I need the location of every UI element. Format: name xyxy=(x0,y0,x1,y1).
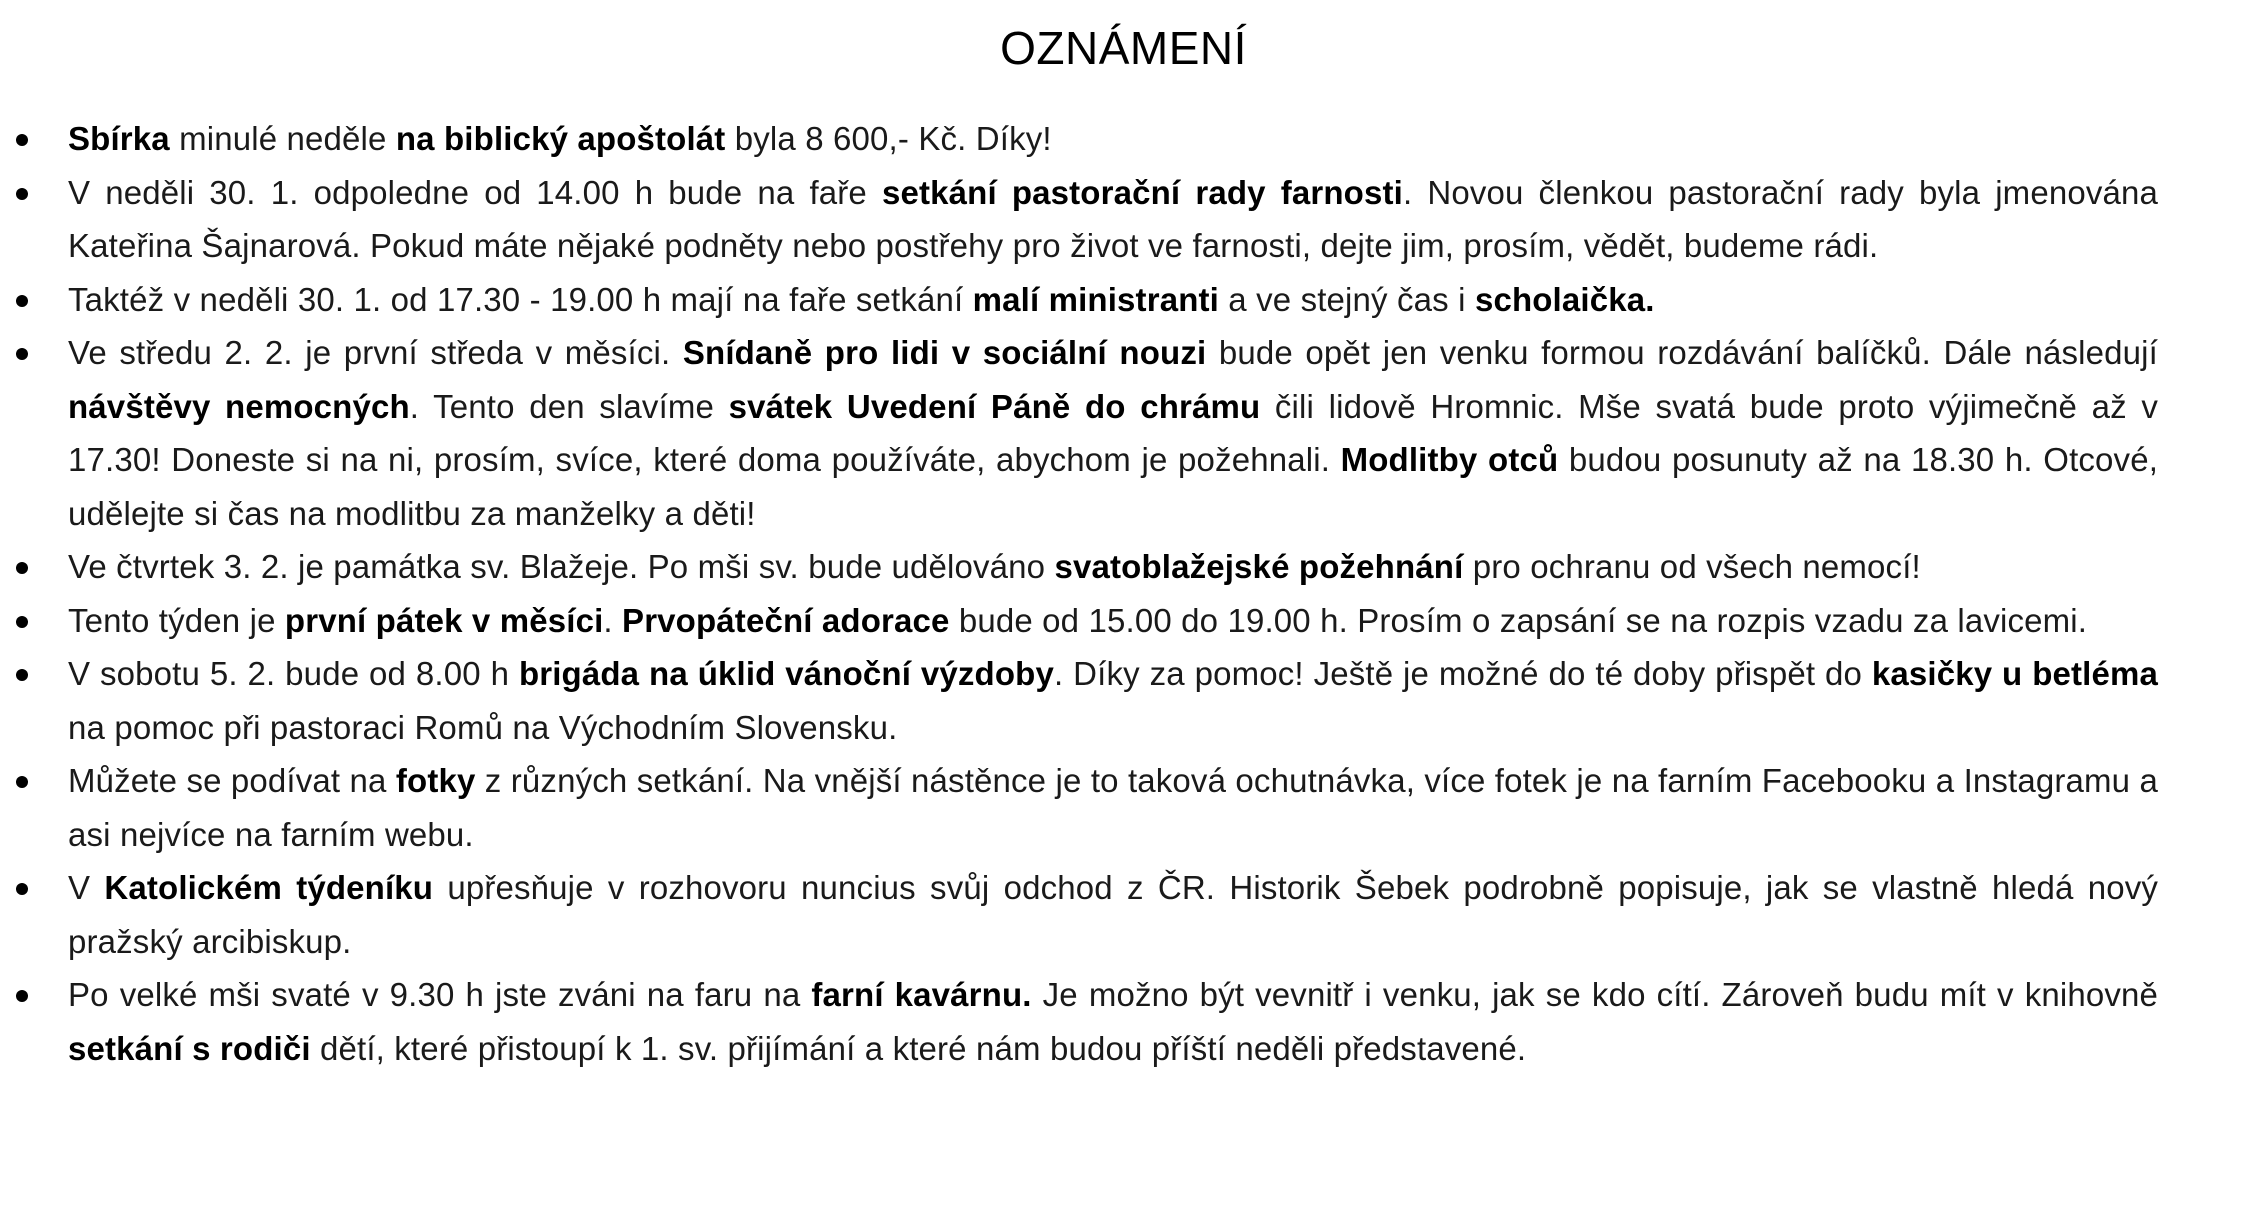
bullet-icon xyxy=(16,134,28,146)
bullet-icon xyxy=(16,669,28,681)
text-run: byla 8 600,- Kč. Díky! xyxy=(725,120,1052,157)
announcement-item xyxy=(0,594,2158,648)
announcement-item xyxy=(0,968,2158,1075)
announcement-item xyxy=(0,166,2158,273)
bold-phrase: návštěvy nemocných xyxy=(68,387,410,425)
bullet-icon xyxy=(16,188,28,200)
bold-phrase: ička. xyxy=(1580,280,1655,318)
text-run: dětí, které přistoupí k 1. sv. přijímání a které nám budou příští neděli představené. xyxy=(310,1029,1527,1067)
bold-phrase: Sbírka xyxy=(68,120,170,157)
text-run: z různých setkání. Na vnější nástěnce je to taková ochutnávka, více fotek je na farním Facebooku a Instagramu a asi nejvíce na farním webu. xyxy=(68,762,2158,853)
text-run: Tento týden je xyxy=(68,601,285,639)
bold-phrase: svátek Uvedení Páně do chrámu xyxy=(728,387,1261,425)
bold-phrase: Modlitby otců xyxy=(1340,441,1559,478)
bold-phrase: farní kavárnu. xyxy=(811,976,1032,1013)
bullet-icon xyxy=(16,776,28,788)
bold-phrase: první pátek v měsíci xyxy=(284,601,604,639)
text-run: Můžete se podívat na xyxy=(68,762,396,799)
bullet-icon xyxy=(16,616,28,628)
text-run: minulé neděle xyxy=(169,120,396,157)
text-run: bude od 15.00 do 19.00 h. Prosím o zapsání se na rozpis vzadu za lavicemi. xyxy=(949,601,2088,639)
text-run: V neděli 30. 1. odpoledne od 14.00 h bude na faře xyxy=(68,173,882,211)
bold-phrase: fotky xyxy=(395,762,476,799)
bullet-icon xyxy=(16,883,28,895)
bullet-icon xyxy=(16,295,28,307)
bullet-icon xyxy=(16,348,28,360)
bullet-icon xyxy=(16,990,28,1002)
announcement-item xyxy=(0,754,2158,861)
bold-phrase: Prvopáteční adorace xyxy=(622,601,950,639)
text-run: pro ochranu od všech nemocí! xyxy=(1463,548,1921,585)
announcement-item xyxy=(0,326,2158,540)
text-run: Je možno být vevnitř i venku, jak se kdo cítí. Zároveň budu mít v knihovně xyxy=(1031,976,2158,1013)
bold-phrase: kasičky u betléma xyxy=(1871,655,2158,692)
text-run: . Novou členkou pastorační rady byla jmenována Kateřina Šajnarová. Pokud máte nějaké podněty nebo postřehy pro život ve farnosti, dejte jim, prosím, vědět, budeme rádi. xyxy=(68,173,2158,264)
text-run: a ve stejný čas i xyxy=(1218,280,1475,318)
text-run: . Tento den slavíme xyxy=(409,387,729,425)
bold-phrase: malí ministranti xyxy=(972,280,1219,318)
text-run: na pomoc při pastoraci Romů na Východním Slovensku. xyxy=(68,708,898,746)
bold-phrase: brigáda na úklid vánoční výzdoby xyxy=(518,655,1054,692)
text-run: V xyxy=(68,869,105,906)
bold-phrase: na biblický apoštolát xyxy=(395,120,726,157)
text-run: Ve středu 2. 2. je první středa v měsíci. xyxy=(68,334,683,371)
bold-phrase: Katolickém týdeníku xyxy=(104,869,434,906)
bold-phrase: schola xyxy=(1474,280,1581,318)
bullet-icon xyxy=(16,562,28,574)
page-title: OZNÁMENÍ xyxy=(1000,22,1247,74)
text-run: . Díky za pomoc! Ještě je možné do té doby přispět do xyxy=(1053,655,1872,692)
bold-phrase: svatoblažejské požehnání xyxy=(1054,548,1464,585)
bold-phrase: Snídaně pro lidi v sociální nouzi xyxy=(682,334,1207,371)
announcement-item xyxy=(0,273,2158,327)
announcement-item xyxy=(0,647,2158,754)
text-run: Ve čtvrtek 3. 2. je památka sv. Blažeje. Po mši sv. bude udělováno xyxy=(68,548,1055,585)
text-run: bude opět jen venku formou rozdávání balíčků. Dále následují xyxy=(1206,334,2158,371)
announcement-item xyxy=(0,540,2158,594)
announcement-list xyxy=(0,112,2247,1075)
announcement-item xyxy=(0,861,2158,968)
announcement-item xyxy=(0,112,2158,166)
bold-phrase: setkání s rodiči xyxy=(68,1029,311,1067)
text-run: V sobotu 5. 2. bude od 8.00 h xyxy=(68,655,519,692)
text-run: . xyxy=(603,601,623,639)
text-run: Taktéž v neděli 30. 1. od 17.30 - 19.00 h mají na faře setkání xyxy=(68,280,973,318)
text-run: upřesňuje v rozhovoru nuncius svůj odchod z ČR. Historik Šebek podrobně popisuje, jak se vlastně hledá nový pražský arcibiskup. xyxy=(68,869,2159,960)
text-run: Po velké mši svaté v 9.30 h jste zváni na faru na xyxy=(68,976,812,1013)
text-run: čili lidově Hromnic. Mše svatá bude proto výjimečně až v 17.30! Doneste si na ni, prosím, svíce, které doma používáte, abychom je požehnali. xyxy=(68,387,2158,478)
bold-phrase: setkání pastorační rady farnosti xyxy=(882,173,1403,211)
text-run: budou posunuty až na 18.30 h. Otcové, udělejte si čas na modlitbu za manželky a děti! xyxy=(68,441,2159,532)
